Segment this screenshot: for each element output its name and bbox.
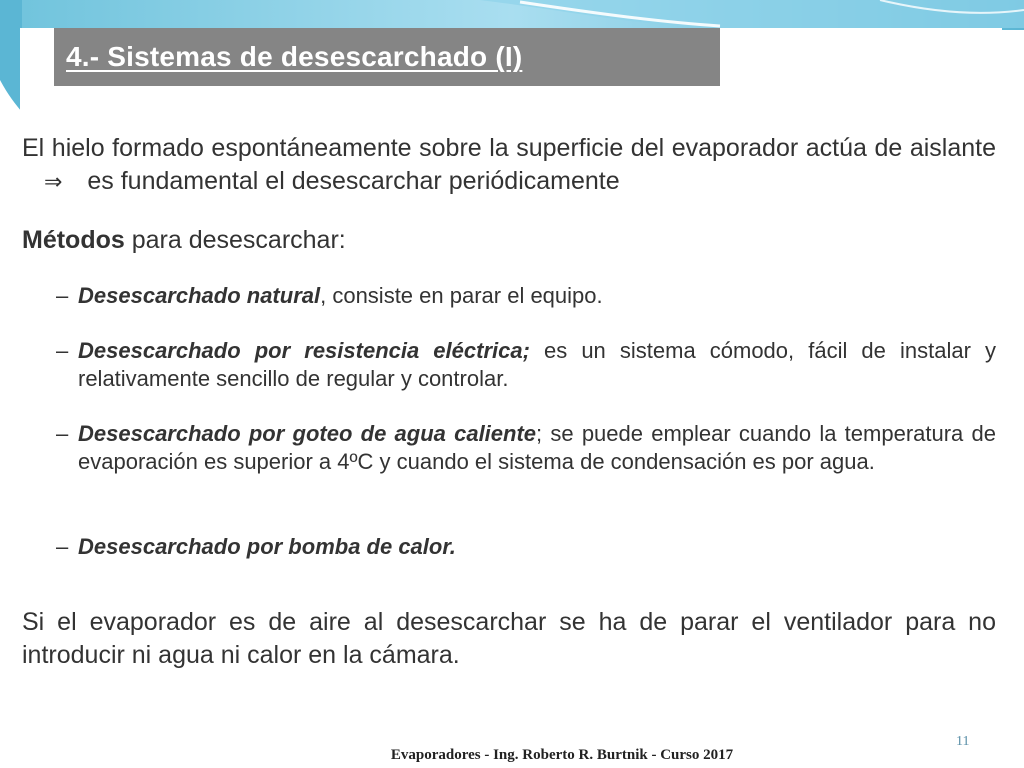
intro-text-before-arrow: El hielo formado espontáneamente sobre la superficie del evaporador actúa de aislante xyxy=(22,134,996,162)
method-name: Desescarchado por resistencia eléctrica; xyxy=(78,338,530,363)
dash-icon: – xyxy=(56,283,69,308)
dash-icon: – xyxy=(56,338,69,363)
method-description: es un sistema cómodo, fácil de instalar y relativamente sencillo de regular y controlar. xyxy=(78,338,996,391)
method-name: Desescarchado por bomba de calor. xyxy=(78,534,456,559)
closing-paragraph: Si el evaporador es de aire al desescarchar se ha de parar el ventilador para no introducir ni agua ni calor en la cámara. xyxy=(22,608,996,669)
method-item-heat-pump xyxy=(56,533,996,561)
methods-heading-rest: para desescarchar: xyxy=(124,226,346,254)
method-name: Desescarchado por goteo de agua caliente xyxy=(78,421,537,446)
dash-icon: – xyxy=(56,421,69,446)
implies-arrow-icon: ⇒ xyxy=(44,169,63,194)
intro-paragraph xyxy=(22,132,996,198)
intro-text-after-arrow: es fundamental el desescarchar periódicamente xyxy=(87,167,620,195)
decorative-top-band xyxy=(0,0,1024,30)
method-item-hot-water xyxy=(56,420,996,476)
slide-title: 4.- Sistemas de desescarchado (I) xyxy=(66,41,523,72)
methods-heading-bold: Métodos xyxy=(22,226,125,254)
method-description: ; se puede emplear cuando la temperatura de evaporación es superior a 4ºC y cuando el sistema de condensación es por agua. xyxy=(78,421,996,474)
method-item-electric-resistance xyxy=(56,337,996,393)
footer-text: Evaporadores - Ing. Roberto R. Burtnik - Curso 2017 xyxy=(390,747,734,763)
decorative-left-band xyxy=(0,0,22,120)
method-item-natural xyxy=(56,282,996,310)
title-bar xyxy=(54,28,720,86)
method-name: Desescarchado natural xyxy=(78,283,321,308)
page-number: 11 xyxy=(956,734,970,749)
dash-icon: – xyxy=(56,534,69,559)
method-description: , consiste en parar el equipo. xyxy=(320,283,603,308)
methods-heading xyxy=(22,224,996,257)
